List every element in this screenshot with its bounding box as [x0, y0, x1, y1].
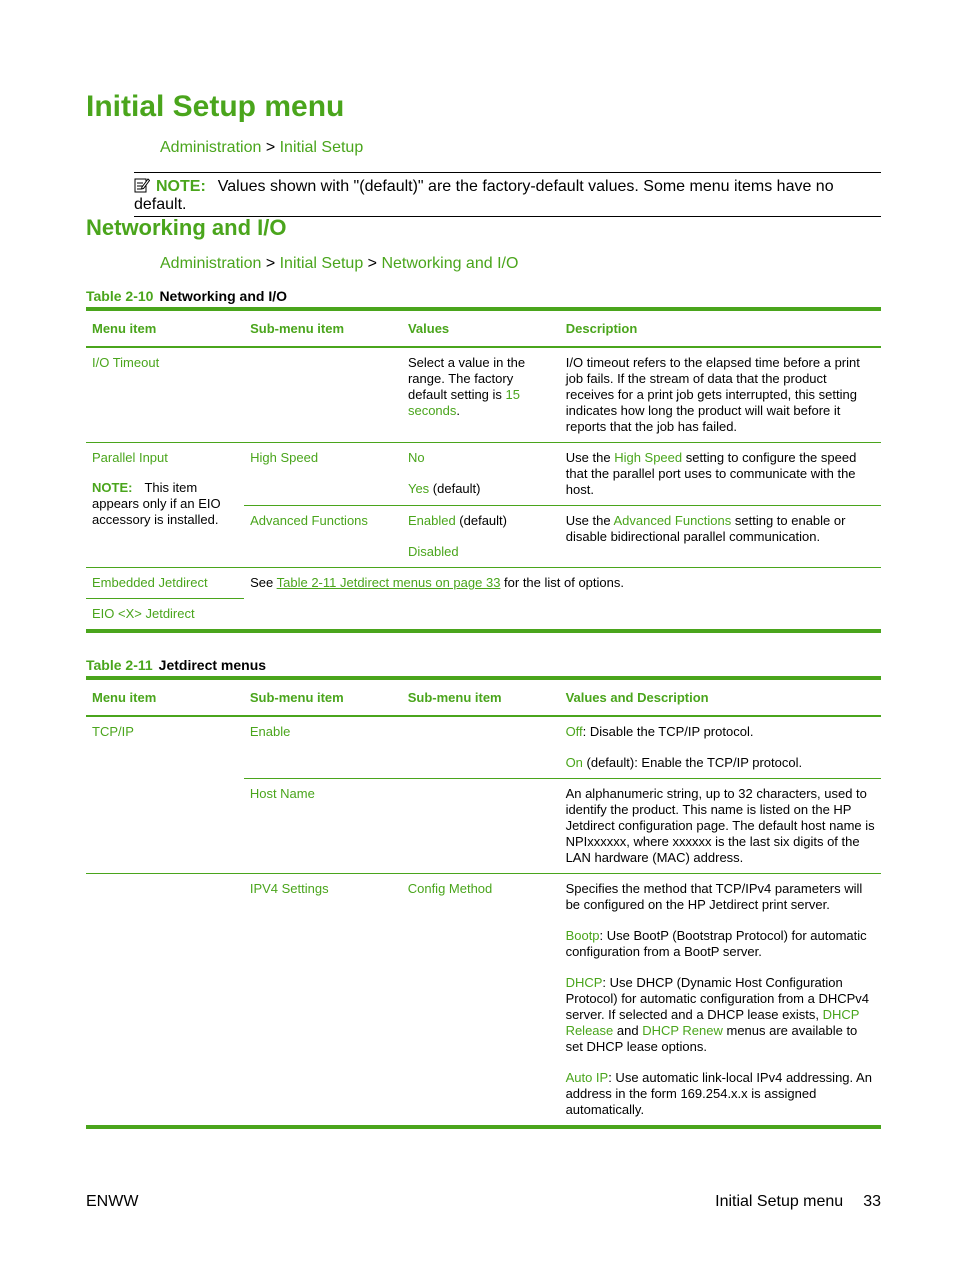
breadcrumb-separator: > — [261, 255, 280, 272]
table-header-row — [86, 309, 881, 347]
default-label: (default) — [455, 513, 507, 528]
empty-cell — [402, 716, 560, 779]
footer-left: ENWW — [86, 1193, 139, 1210]
header-sub-menu-item-2: Sub-menu item — [407, 690, 502, 705]
empty-cell — [86, 874, 244, 1128]
header-menu-item: Menu item — [92, 321, 157, 336]
desc-text: Use the — [565, 513, 614, 528]
empty-cell — [244, 347, 402, 443]
table-title: Networking and I/O — [159, 288, 288, 304]
desc-text: setting to configure the speed that the parallel port uses to communicate with the host. — [565, 450, 857, 497]
cell-note — [92, 480, 238, 528]
value-off[interactable]: Off — [565, 724, 583, 739]
breadcrumb-separator: > — [363, 255, 382, 272]
value-yes[interactable]: Yes — [407, 481, 430, 496]
see-table-cell — [244, 568, 881, 632]
values-cell — [560, 874, 881, 1128]
sub-host-name[interactable]: Host Name — [249, 786, 315, 801]
values-cell — [402, 443, 560, 506]
breadcrumb-networking-io[interactable]: Networking and I/O — [381, 255, 519, 272]
value-bootp[interactable]: Bootp — [565, 928, 600, 943]
table-row — [86, 347, 881, 443]
value-dhcp[interactable]: DHCP — [565, 975, 603, 990]
header-values: Values — [407, 321, 450, 336]
menu-parallel-input-cell — [86, 443, 244, 568]
desc-text: Use the — [565, 450, 615, 465]
header-sub-menu-item: Sub-menu item — [250, 321, 345, 336]
note-box — [134, 172, 881, 217]
value-text: Specifies the method that TCP/IPv4 parameters will be configured on the HP Jetdirect print server. — [565, 881, 863, 912]
footer-right — [715, 1193, 881, 1211]
breadcrumb-separator: > — [261, 139, 280, 156]
values-text: . — [456, 403, 461, 418]
values-cell — [560, 716, 881, 779]
networking-io-table — [86, 307, 881, 633]
description-cell: I/O timeout refers to the elapsed time before a print job fails. If the stream of data that the product receives for a print job gets interrupted, this setting indicates how long the product will wait before it reports that the job has failed. — [565, 355, 860, 434]
see-text: for the list of options. — [500, 575, 624, 590]
header-menu-item: Menu item — [92, 690, 157, 705]
table-row — [86, 443, 881, 506]
table-row — [86, 716, 881, 779]
header-values-description: Values and Description — [565, 690, 709, 705]
jetdirect-table-link[interactable]: Table 2-11 Jetdirect menus on page 33 — [276, 575, 501, 590]
breadcrumb-administration[interactable]: Administration — [160, 255, 262, 272]
note-label: NOTE: — [156, 178, 206, 195]
menu-parallel-input[interactable]: Parallel Input — [92, 450, 168, 465]
menu-embedded-jetdirect[interactable]: Embedded Jetdirect — [86, 568, 244, 599]
value-text: (default): Enable the TCP/IP protocol. — [582, 755, 803, 770]
value-text: : Use automatic link-local IPv4 addressing. An address in the form 169.254.x.x is assigned automatically. — [565, 1070, 872, 1117]
values-cell: An alphanumeric string, up to 32 characters, used to identify the product. This name is listed on the HP Jetdirect configuration page. The default host name is NPIxxxxxx, where xxxxxx is the last six digits of the LAN hardware (MAC) address. — [565, 786, 875, 865]
desc-high-speed[interactable]: High Speed — [614, 450, 683, 465]
section-heading: Networking and I/O — [86, 215, 287, 240]
footer-title: Initial Setup menu — [715, 1193, 844, 1210]
table-row — [86, 568, 881, 599]
table-header-row — [86, 678, 881, 716]
breadcrumb-initial-setup[interactable]: Initial Setup — [279, 139, 364, 156]
sub-high-speed[interactable]: High Speed — [250, 450, 319, 465]
note-text: This item appears only if an EIO accessory is installed. — [92, 480, 221, 527]
table-number: Table 2-11 — [86, 657, 153, 673]
note-text: Values shown with "(default)" are the factory-default values. Some menu items have no default. — [134, 178, 834, 213]
desc-advanced-functions[interactable]: Advanced Functions — [613, 513, 732, 528]
breadcrumb-administration[interactable]: Administration — [160, 139, 262, 156]
value-on[interactable]: On — [565, 755, 583, 770]
value-15-seconds[interactable]: 15 seconds — [407, 387, 520, 418]
table-caption — [86, 288, 287, 304]
description-cell — [560, 443, 881, 506]
table-title: Jetdirect menus — [158, 657, 267, 673]
sub-enable[interactable]: Enable — [244, 716, 402, 779]
value-text: : Use DHCP (Dynamic Host Configuration Protocol) for automatic configuration from a DHCPv4 server. If selected and a DHCP lease exists, — [565, 975, 870, 1022]
table-caption — [86, 657, 266, 673]
see-text: See — [250, 575, 277, 590]
value-dhcp-renew[interactable]: DHCP Renew — [642, 1023, 723, 1038]
jetdirect-menus-table — [86, 676, 881, 1129]
value-text: and — [613, 1023, 643, 1038]
values-cell — [402, 347, 560, 443]
breadcrumb — [160, 139, 363, 157]
value-enabled[interactable]: Enabled — [407, 513, 456, 528]
menu-io-timeout[interactable]: I/O Timeout — [92, 355, 160, 370]
value-disabled[interactable]: Disabled — [407, 544, 459, 559]
sub-advanced-functions[interactable]: Advanced Functions — [250, 513, 368, 528]
value-text: menus are available to set DHCP lease options. — [565, 1023, 858, 1054]
sub-config-method[interactable]: Config Method — [407, 881, 493, 896]
page-number: 33 — [863, 1193, 881, 1210]
page-title: Initial Setup menu — [86, 90, 345, 123]
value-dhcp-release[interactable]: DHCP Release — [565, 1007, 860, 1038]
menu-eio-jetdirect[interactable]: EIO <X> Jetdirect — [92, 606, 195, 621]
values-text: Select a value in the range. The factory default setting is — [407, 355, 526, 402]
value-text: : Use BootP (Bootstrap Protocol) for automatic configuration from a BootP server. — [565, 928, 867, 959]
breadcrumb-2 — [160, 255, 518, 273]
value-text: : Disable the TCP/IP protocol. — [582, 724, 754, 739]
description-cell — [560, 506, 881, 568]
note-pencil-icon — [134, 177, 150, 193]
note-label: NOTE: — [92, 480, 133, 495]
default-label: (default) — [429, 481, 481, 496]
desc-text: setting to enable or disable bidirectional parallel communication. — [565, 513, 846, 544]
table-number: Table 2-10 — [86, 288, 154, 304]
sub-ipv4-settings[interactable]: IPV4 Settings — [249, 881, 329, 896]
value-auto-ip[interactable]: Auto IP — [565, 1070, 609, 1085]
empty-cell — [402, 779, 560, 874]
values-cell — [402, 506, 560, 568]
menu-tcpip[interactable]: TCP/IP — [86, 716, 244, 874]
breadcrumb-initial-setup[interactable]: Initial Setup — [279, 255, 364, 272]
value-no[interactable]: No — [407, 450, 425, 465]
header-sub-menu-item: Sub-menu item — [249, 690, 344, 705]
table-row — [86, 874, 881, 1128]
header-description: Description — [565, 321, 638, 336]
